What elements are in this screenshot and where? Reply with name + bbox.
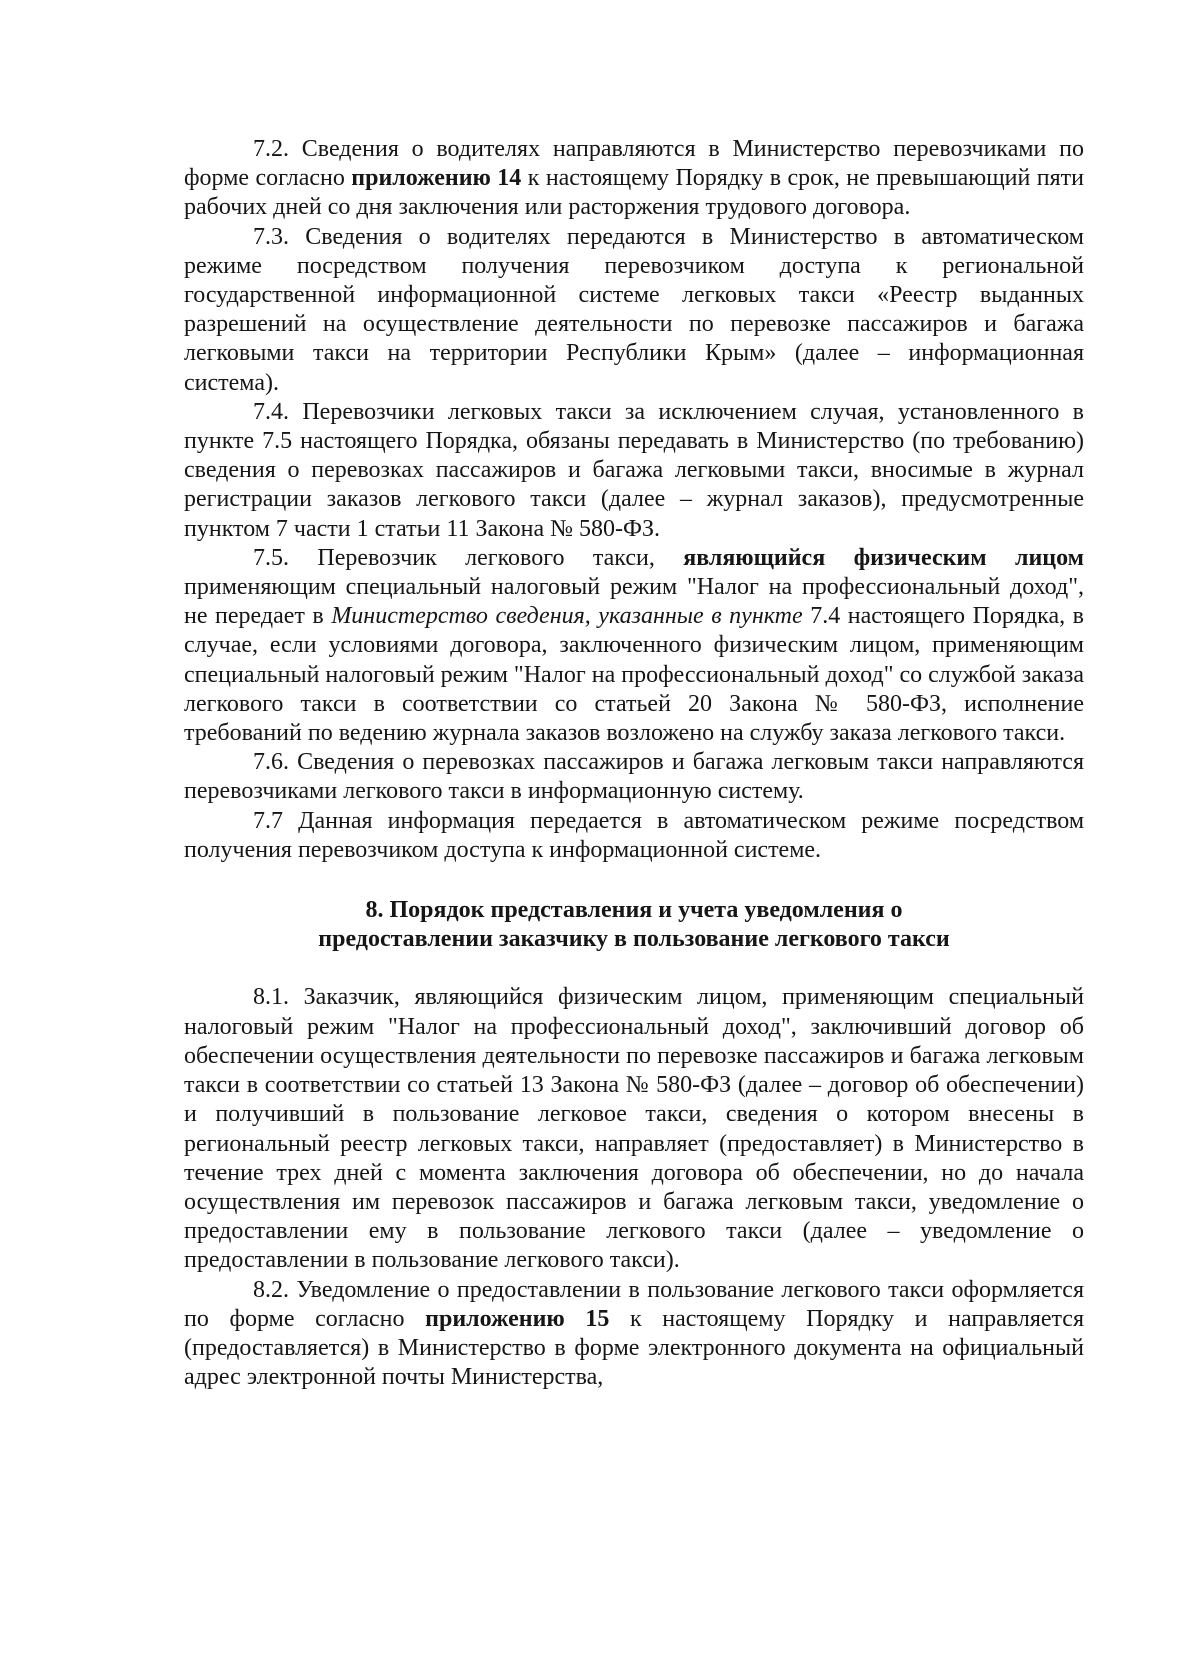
- document-page: [184, 135, 1084, 1392]
- paragraph-7-5: [184, 544, 1084, 748]
- paragraph-7-4: 7.4. Перевозчики легковых такси за исключением случая, установленного в пункте 7.5 настоящего Порядка, обязаны передавать в Министерство (по требованию) сведения о перевозках пассажиров и багажа легковыми такси, вносимые в журнал регистрации заказов легкового такси (далее – журнал заказов), предусмотренные пунктом 7 части 1 статьи 11 Закона № 580-ФЗ.: [184, 398, 1084, 542]
- paragraph-7-6: 7.6. Сведения о перевозках пассажиров и багажа легковым такси направляются перевозчиками легкового такси в информационную систему.: [184, 749, 1084, 805]
- paragraph-8-2: [184, 1276, 1084, 1393]
- paragraph-text: 7.5. Перевозчик легкового такси,: [253, 544, 684, 571]
- paragraph-7-7: 7.7 Данная информация передается в автоматическом режиме посредством получения перевозчиком доступа к информационной системе.: [184, 807, 1084, 863]
- paragraph-text: 8.2. Уведомление о предоставлении в пользование легкового такси оформляется по форме согласно: [184, 1276, 1084, 1332]
- paragraph-text: применяющим специальный налоговый режим "Налог на профессиональный доход", не передает в: [184, 574, 1084, 630]
- paragraph-8-1: 8.1. Заказчик, являющийся физическим лицом, применяющим специальный налоговый режим "Налог на профессиональный доход", заключивший договор об обеспечении осуществления деятельности по перевозке пассажиров и багажа легковым такси в соответствии со статьей 13 Закона № 580-ФЗ (далее – договор об обеспечении) и получивший в пользование легковое такси, сведения о котором внесены в региональный реестр легковых такси, направляет (предоставляет) в Министерство в течение трех дней с момента заключения договора об обеспечении, но до начала осуществления им перевозок пассажиров и багажа легковым такси, уведомление о предоставлении ему в пользование легкового такси (далее – уведомление о предоставлении в пользование легкового такси).: [184, 984, 1084, 1274]
- paragraph-7-2: [184, 135, 1084, 223]
- paragraph-text: к настоящему Порядку и направляется (предоставляется) в Министерство в форме электронного документа на официальный адрес электронной почты Министерства,: [184, 1305, 1084, 1391]
- paragraph-text: 7.4 настоящего Порядка, в случае, если условиями договора, заключенного физическим лицом, применяющим специальный налоговый режим "Налог на профессиональный доход" со службой заказа легкового такси в соответствии со статьей 20 Закона № 580-ФЗ, исполнение требований по ведению журнала заказов возложено на службу заказа легкового такси.: [184, 603, 1084, 747]
- section-heading-line-1: 8. Порядок представления и учета уведомления о: [365, 897, 903, 924]
- emphasis-bold: являющийся физическим лицом: [683, 544, 1085, 571]
- emphasis-italic: Министерство сведения, указанные в пункте: [331, 603, 803, 630]
- paragraph-7-3: 7.3. Сведения о водителях передаются в Министерство в автоматическом режиме посредством получения перевозчиком доступа к региональной государственной информационной системе легковых такси «Реестр выданных разрешений на осуществление деятельности по перевозке пассажиров и багажа легковыми такси на территории Республики Крым» (далее – информационная система).: [184, 223, 1084, 396]
- section-heading: [184, 896, 1084, 954]
- section-heading-line-2: предоставлении заказчику в пользование легкового такси: [318, 926, 950, 953]
- paragraph-text: к настоящему Порядку в срок, не превышающий пяти рабочих дней со дня заключения или расторжения трудового договора.: [184, 165, 1085, 221]
- paragraph-text: 7.2. Сведения о водителях направляются в Министерство перевозчиками по форме согласно: [184, 136, 1084, 192]
- appendix-reference: приложению 15: [425, 1305, 610, 1332]
- appendix-reference: приложению 14: [351, 165, 522, 192]
